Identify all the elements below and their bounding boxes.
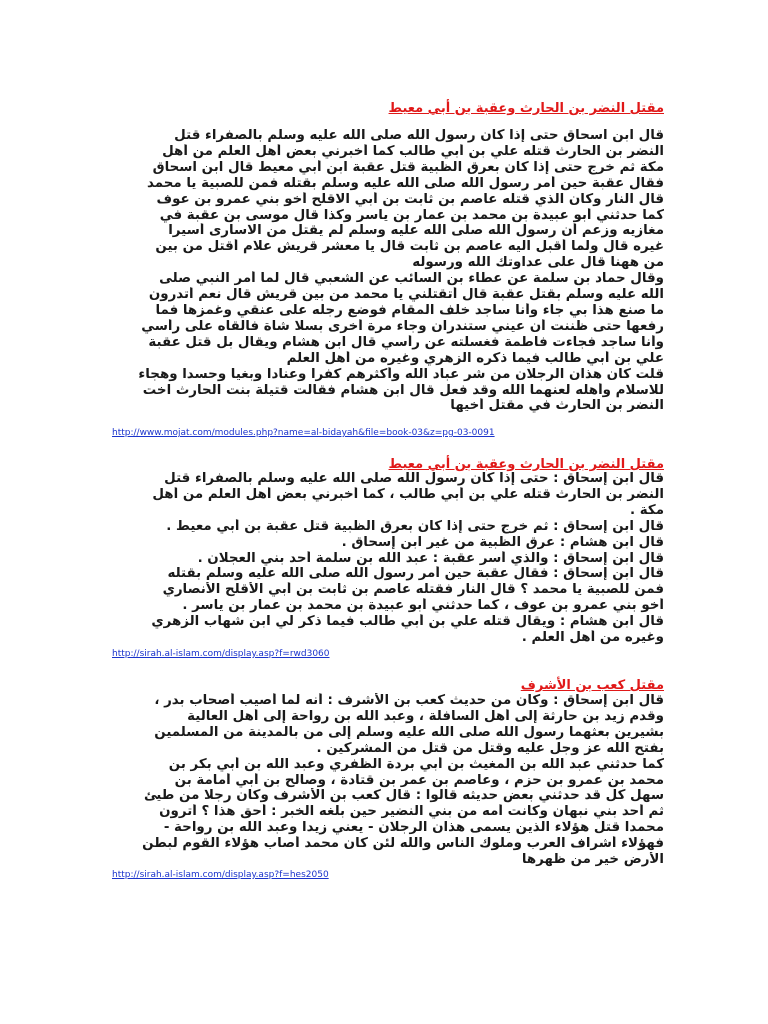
text-line: قال ابن إسحاق : وكان من حديث كعب بن الأشرف : أنه لما أصيب أصحاب بدر ، [154,693,664,708]
article-text [112,128,664,414]
article-text [112,471,664,646]
text-line: علي بن أبي طالب فيما ذكره الزهري وغيره من أهل العلم [286,350,664,366]
text-line: غيره قال ولما أقبل اليه عاصم بن ثابت قال يا معشر قريش علام أقتل من بين [155,239,664,255]
text-line: قال ابن إسحاق : ثم خرج حتى إذا كان بعرق الظبية قتل عقبة بن أبي معيط . [166,518,664,534]
text-line: قال ابن هشام : عرق الظبية من غير ابن إسحاق . [341,534,664,550]
text-line: وقدم زيد بن حارثة إلى أهل السافلة ، وعبد الله بن رواحة إلى أهل العالية [187,708,664,724]
text-line: مكة ثم خرج حتى إذا كان بعرق الظبية قتل عقبة ابن أبي معيط قال ابن اسحاق [152,159,664,175]
section-1-body [112,128,664,414]
text-line: قال ابن إسحاق : والذي أسر عقبة : عبد الله بن سلمة أحد بني العجلان . [197,550,664,566]
text-line: بفتح الله عز وجل عليه وقتل من قتل من المشركين . [316,740,664,756]
text-line: قال ابن هشام : ويقال قتله علي بن أبي طالب فيما ذكر لي ابن شهاب الزهري [151,614,664,630]
text-line: كما حدثني عبد الله بن المغيث بن أبي بردة الظفري وعبد الله بن أبي بكر بن [168,756,664,772]
section-3-body [112,693,664,868]
article-text [112,693,664,868]
source-link[interactable]: http://www.mojat.com/modules.php?name=al-bidayah&file=book-03&z=pg-03-0091 [112,428,495,438]
text-line: قلت كان هذان الرجلان من شر عباد الله وأكثرهم كفرا وعنادا وبغيا وحسدا وهجاء [138,366,664,382]
text-line: وقال حماد بن سلمة عن عطاء بن السائب عن الشعبي قال لما أمر النبي صلى [159,271,664,287]
text-line: كما حدثني أبو عبيدة بن محمد بن عمار بن ياسر وكذا قال موسى بن عقبة في [159,207,664,223]
section-title: مقتل كعب بن الأشرف [520,678,664,693]
text-line: وغيره من أهل العلم . [521,630,664,646]
text-line: أخو بني عمرو بن عوف ، كما حدثني أبو عبيدة بن محمد بن عمار بن ياسر . [182,598,664,614]
text-line: محمدا قتل هؤلاء الذين يسمى هذان الرجلان - يعني زيدا وعبد الله بن رواحة - [163,820,664,836]
text-line: مغازيه وزعم أن رسول الله صلى الله عليه وسلم لم يقتل من الاسارى أسيرا [168,223,664,239]
text-line: مكة . [630,502,664,518]
text-line: النضر بن الحارث قتله علي بن أبي طالب كما أخبرني بعض أهل العلم من أهل [162,143,664,159]
text-line: بشيرين بعثهما رسول الله صلى الله عليه وسلم إلى من بالمدينة من المسلمين [154,724,664,740]
text-line: قال ابن اسحاق حتى إذا كان رسول الله صلى الله عليه وسلم بالصفراء قتل [174,128,664,143]
text-line: قال النار وكان الذي قتله عاصم بن ثابت بن أبي الاقلح أخو بني عمرو بن عوف [156,191,664,207]
source-link[interactable]: http://sirah.al-islam.com/display.asp?f=rwd3060 [112,649,330,659]
text-line: فقال عقبة حين أمر رسول الله صلى الله عليه وسلم بقتله فمن للصبية يا محمد [147,175,664,191]
text-line: ثم أحد بني نبهان وكانت أمه من بني النضير حين بلغه الخبر : أحق هذا ؟ أترون [159,804,664,820]
text-line: قال ابن إسحاق : فقال عقبة حين أمر رسول الله صلى الله عليه وسلم بقتله [167,566,664,582]
text-line: الله عليه وسلم بقتل عقبة قال أتقتلني يا محمد من بين قريش قال نعم أتدرون [148,287,664,303]
section-title: مقتل النضر بن الحارث وعقبة بن أبي معيط [388,101,664,116]
text-line: قال ابن إسحاق : حتى إذا كان رسول الله صلى الله عليه وسلم بالصفراء قتل [164,471,664,486]
text-line: محمد بن عمرو بن حزم ، وعاصم بن عمر بن قتادة ، وصالح بن أبي أمامة بن [174,772,664,788]
source-link[interactable]: http://sirah.al-islam.com/display.asp?f=hes2050 [112,870,329,880]
section-title: مقتل النضر بن الحارث وعقبة بن أبي معيط [388,457,664,472]
text-line: النضر بن الحارث قتله علي بن أبي طالب ، كما أخبرني بعض أهل العلم من أهل [152,486,664,502]
text-line: سهل كل قد حدثني بعض حديثه قالوا : قال كعب بن الأشرف وكان رجلا من طيئ [144,788,664,804]
section-1 [112,100,664,118]
section-2-body [112,471,664,646]
text-line: رفعها حتى ظننت أن عيني ستندران وجاء مرة أخرى بسلا شاة فالقاه على رأسي [141,318,664,334]
text-line: الأرض خير من ظهرها [521,852,664,868]
text-line: وأنا ساجد فجاءت فاطمة فغسلته عن رأسي قال ابن هشام ويقال بل قتل عقبة [148,334,664,350]
text-line: من ههنا قال على عداوتك الله ورسوله [412,255,664,271]
text-line: ما صنع هذا بي جاء وأنا ساجد خلف المقام فوضع رجله على عنقي وغمزها فما [155,302,664,318]
text-line: للاسلام وأهله لعنهما الله وقد فعل قال ابن هشام فقالت قتيلة بنت الحارث اخت [142,382,664,398]
text-line: فمن للصبية يا محمد ؟ قال النار فقتله عاصم بن ثابت بن أبي الأقلح الأنصاري [162,582,664,598]
text-line: فهؤلاء أشراف العرب وملوك الناس والله لئن كان محمد أصاب هؤلاء القوم لبطن [142,836,664,852]
text-line: النضر بن الحارث في مقتل أخيها [450,398,664,414]
